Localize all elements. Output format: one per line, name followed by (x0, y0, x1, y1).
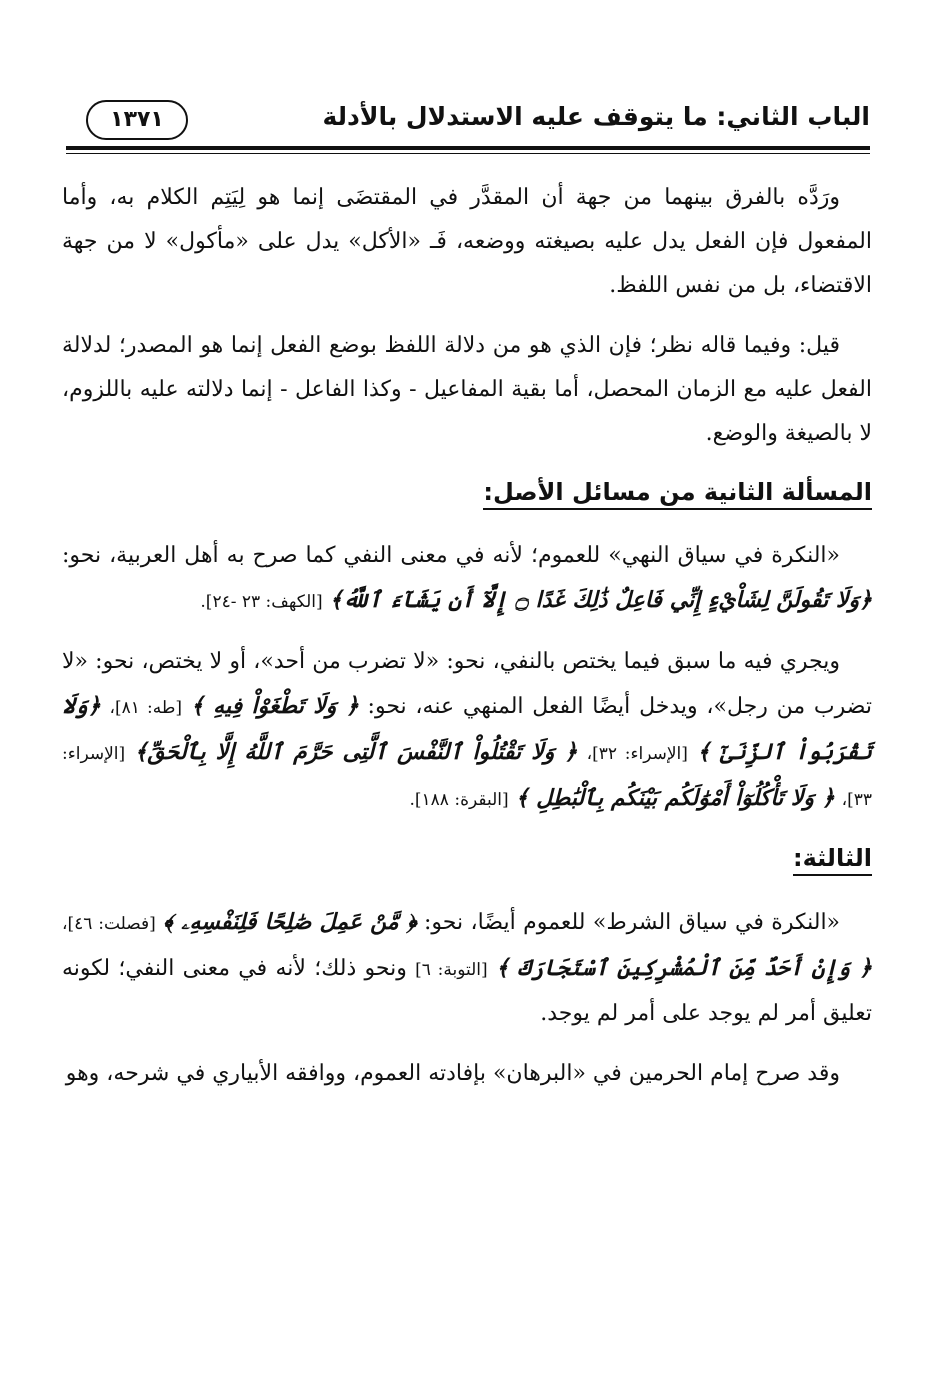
verse-reference: [البقرة: ١٨٨]. (409, 790, 509, 810)
section-heading (62, 472, 872, 512)
quran-verse: ﴿ وَلَا تَطْغَوْاْ فِيهِ ﴾ (190, 693, 359, 719)
verse-reference: [فصلت: ٤٦]، (62, 914, 156, 934)
section-heading-text: المسألة الثانية من مسائل الأصل: (483, 478, 872, 510)
section-heading (62, 838, 872, 878)
quran-verse: ﴿ وَإِنْ أَحَدٌ مِّنَ ٱلْمُشْرِكِينَ ٱسْتَجَارَكَ ﴾ (495, 955, 872, 981)
paragraph (62, 900, 872, 1036)
verse-reference: [طه: ٨١]، (109, 698, 183, 718)
paragraph-text: «النكرة في سياق الشرط» للعموم أيضًا، نحو: (424, 910, 841, 935)
paragraph-text: ونحو ذلك؛ لأنه في معنى النفي؛ لكونه تعليق أمر لم يوجد على أمر لم يوجد. (62, 956, 872, 1026)
paragraph: قيل: وفيما قاله نظر؛ فإن الذي هو من دلالة اللفظ بوضع الفعل إنما هو المصدر؛ لدلالة الفعل عليه مع الزمان المحصل، أما بقية المفاعيل - وكذا الفاعل - إنما دلالته عليه باللزوم، لا بالصيغة والوضع. (62, 333, 872, 446)
quran-verse: ﴿ مَّنْ عَمِلَ صَٰلِحًا فَلِنَفْسِهِۦ ﴾ (163, 909, 417, 935)
verse-reference: [التوبة: ٦] (415, 960, 488, 980)
verse-reference: [الإسراء: ٣٢]، (586, 744, 688, 764)
quran-verse: ﴿ وَلَا تَأْكُلُوٓاْ أَمْوَٰلَكُم بَيْنَكُم بِٱلْبَٰطِلِ ﴾ (515, 785, 835, 811)
paragraph (62, 640, 872, 822)
paragraph-text: «النكرة في سياق النهي» للعموم؛ لأنه في معنى النفي كما صرح به أهل العربية، نحو: (62, 543, 840, 568)
verse-reference: [الكهف: ٢٣ -٢٤]. (200, 592, 323, 612)
quran-verse: ﴿ وَلَا تَقْتُلُواْ ٱلنَّفْسَ ٱلَّتِى حَرَّمَ ٱللَّهُ إِلَّا بِٱلْحَقِّ﴾ (134, 739, 578, 765)
paragraph-text: ويجري فيه ما سبق فيما يختص بالنفي، نحو: «لا تضرب من أحد»، أو لا يختص، نحو: «لا تضرب من رجل»، ويدخل أيضًا الفعل المنهي عنه، نحو: (62, 649, 872, 719)
verse-reference: [الإسراء: ٣٣]، (62, 744, 872, 810)
page-body (62, 176, 872, 1096)
section-heading-text: الثالثة: (793, 844, 872, 876)
paragraph (62, 534, 872, 624)
quran-verse: ﴿وَلَا تَقُولَنَّ لِشَاْيْءٍ إِنِّي فَاعِلٌ ذَٰلِكَ غَدًا ۝ إِلَّآ أَن يَشَآءَ ٱللَّهُ﴾ (329, 587, 872, 613)
page-header (66, 96, 870, 146)
quran-verse: ﴿وَلَا تَقْرَبُواْ ٱلزِّنَىٰٓ ﴾ (62, 693, 872, 765)
header-rule (66, 146, 870, 150)
header-rule-thin (66, 153, 870, 154)
chapter-title: الباب الثاني: ما يتوقف عليه الاستدلال بالأدلة (322, 102, 870, 131)
paragraph: وقد صرح إمام الحرمين في «البرهان» بإفادته العموم، ووافقه الأبياري في شرحه، وهو (65, 1061, 840, 1086)
page-number: ١٣٧١ (86, 100, 188, 140)
paragraph: ورَدَّه بالفرق بينهما من جهة أن المقدَّر في المقتضَى إنما هو لِيَتِم الكلام به، وأما المفعول فإن الفعل يدل عليه بصيغته ووضعه، فَـ «الأكل» يدل على «مأكول» لا من جهة الاقتضاء، بل من نفس اللفظ. (62, 185, 872, 298)
